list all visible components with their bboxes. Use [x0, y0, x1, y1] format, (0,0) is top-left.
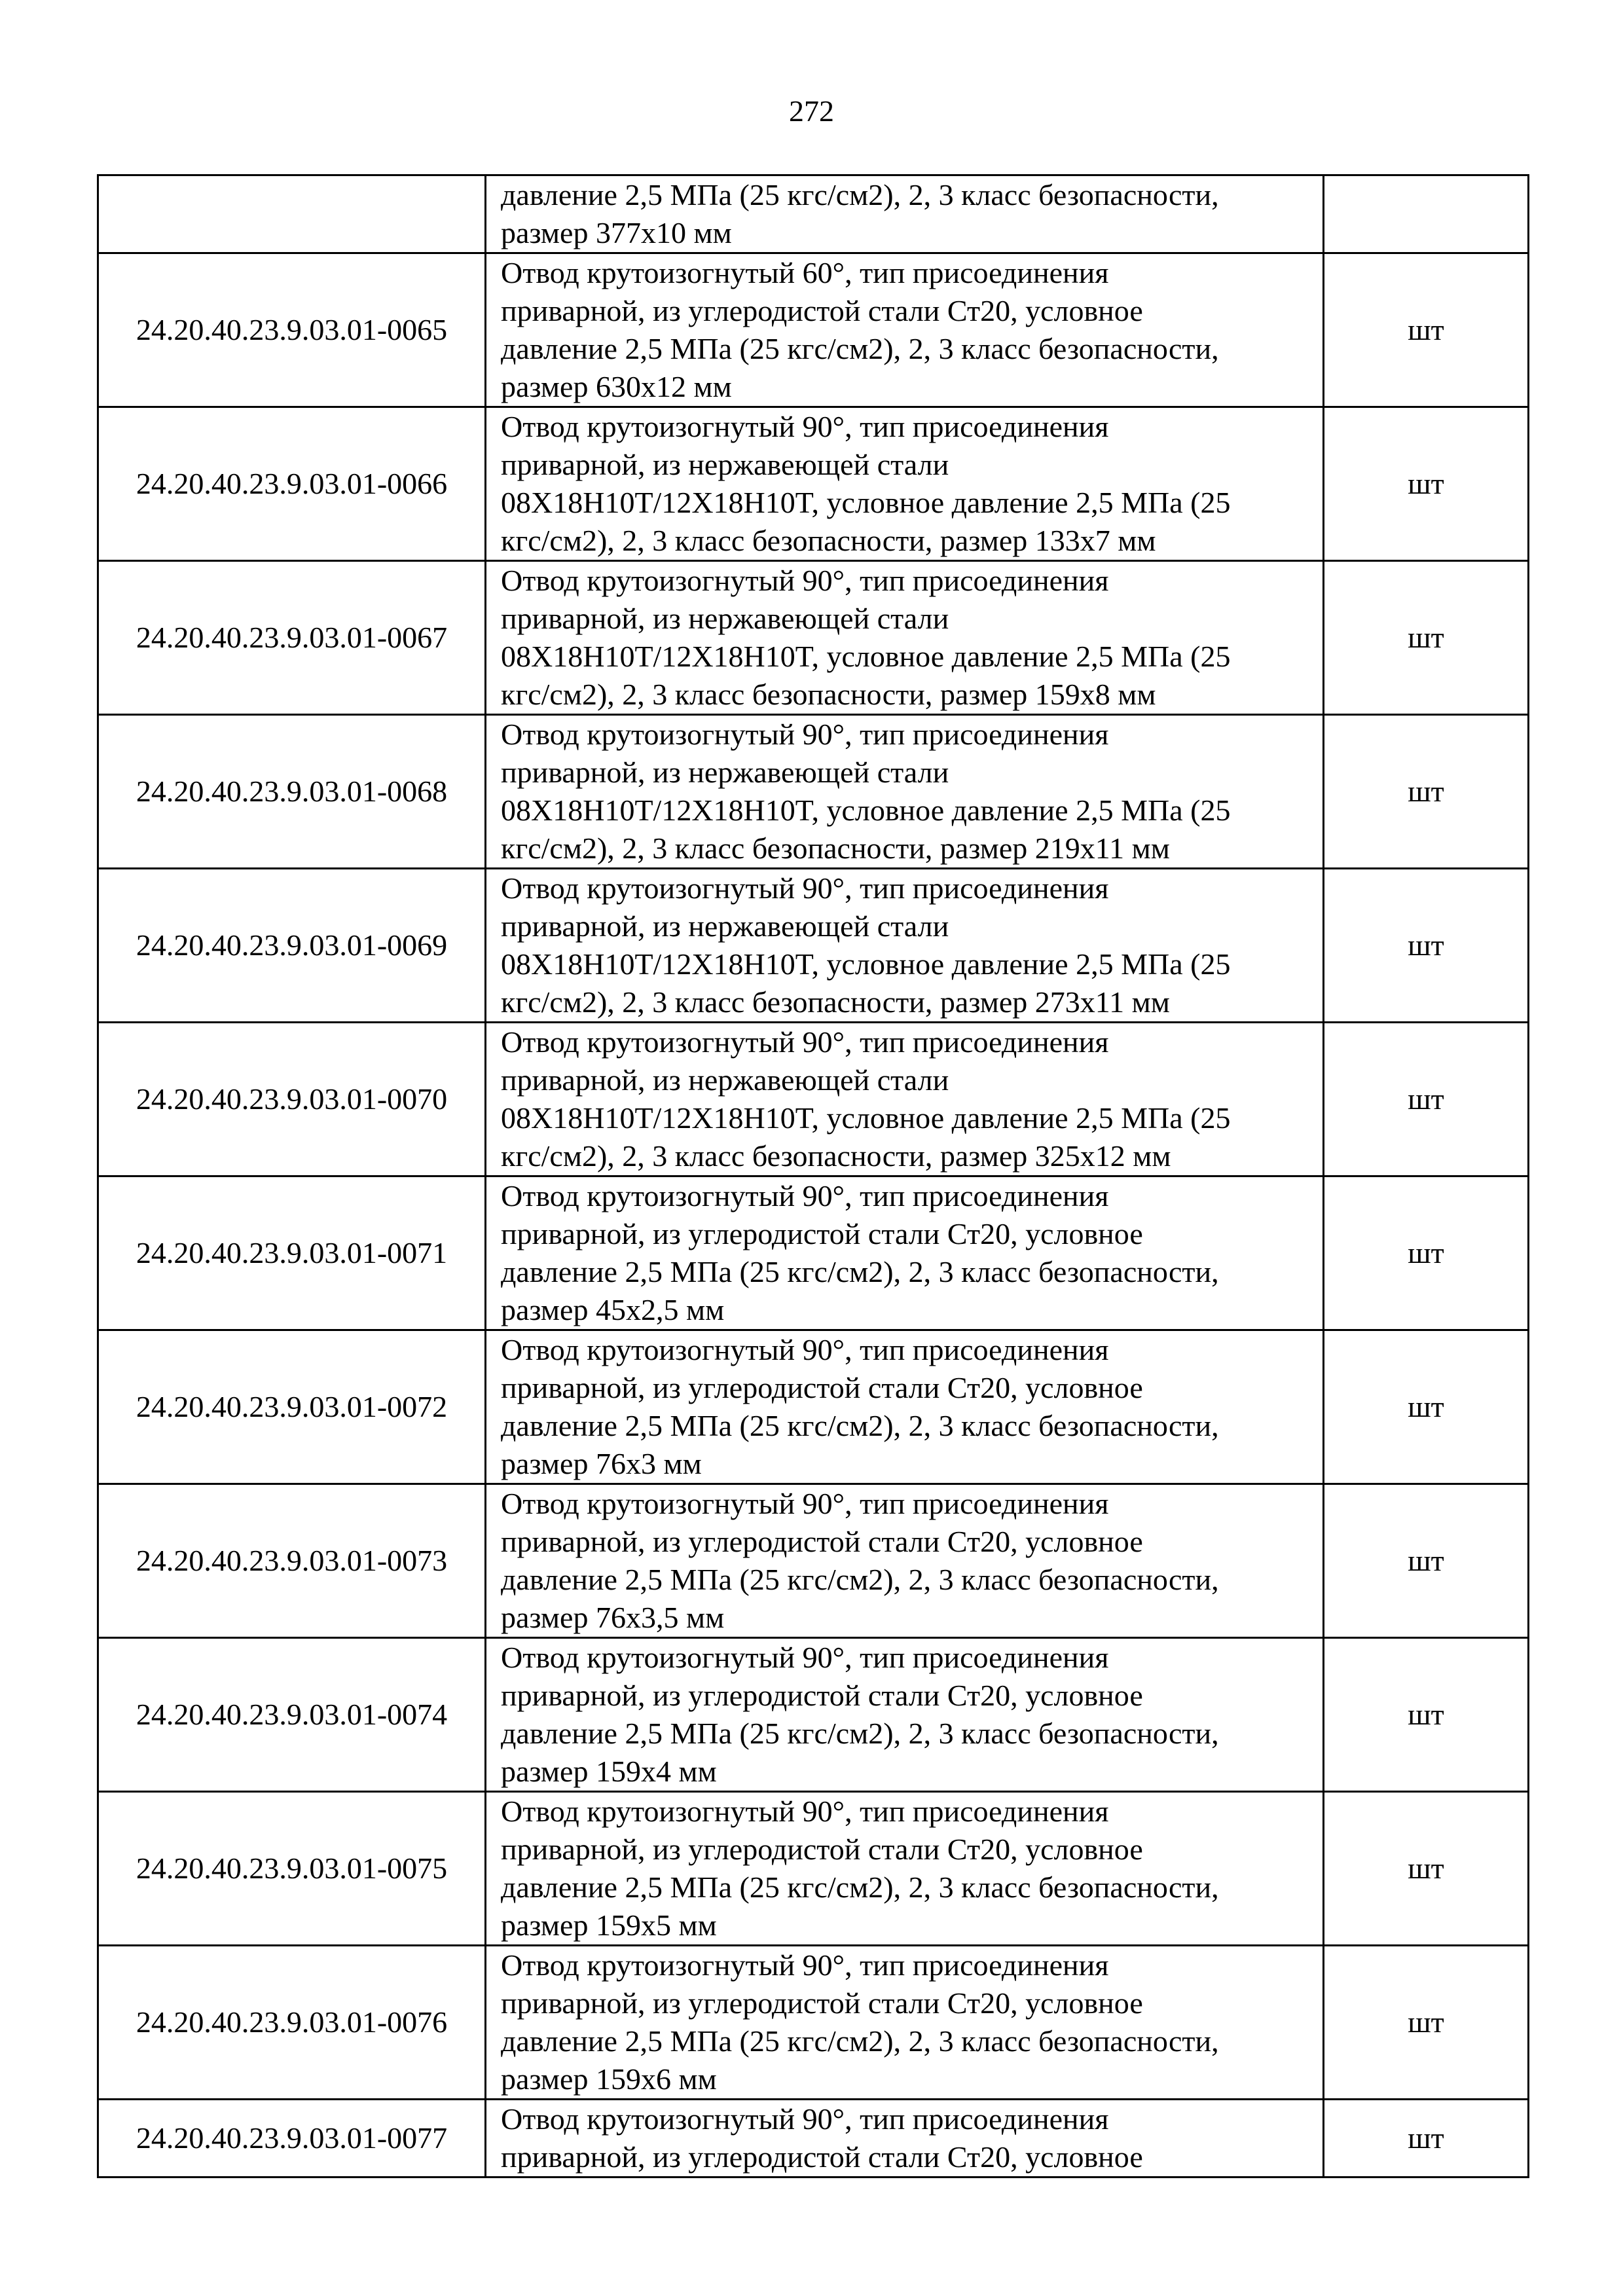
item-unit-cell: шт — [1324, 1484, 1529, 1638]
item-code-cell: 24.20.40.23.9.03.01-0067 — [98, 561, 486, 715]
description-line: размер 159x6 мм — [501, 2062, 717, 2096]
item-code-cell: 24.20.40.23.9.03.01-0074 — [98, 1638, 486, 1792]
description-line: размер 45x2,5 мм — [501, 1293, 725, 1326]
item-code-cell: 24.20.40.23.9.03.01-0071 — [98, 1176, 486, 1330]
item-unit-cell: шт — [1324, 1176, 1529, 1330]
description-line: Отвод крутоизогнутый 90°, тип присоединения — [501, 1333, 1109, 1366]
description-line: кгс/см2), 2, 3 класс безопасности, размер 273x11 мм — [501, 985, 1170, 1019]
item-description-cell — [486, 1330, 1324, 1484]
description-line: давление 2,5 МПа (25 кгс/см2), 2, 3 класс безопасности, — [501, 2024, 1219, 2058]
item-code-cell: 24.20.40.23.9.03.01-0065 — [98, 253, 486, 407]
description-line: приварной, из углеродистой стали Ст20, условное — [501, 1679, 1143, 1712]
description-line: кгс/см2), 2, 3 класс безопасности, размер 159x8 мм — [501, 678, 1156, 711]
description-line: Отвод крутоизогнутый 90°, тип присоединения — [501, 1948, 1109, 1982]
description-line: Отвод крутоизогнутый 90°, тип присоединения — [501, 1487, 1109, 1520]
item-unit-cell: шт — [1324, 253, 1529, 407]
table-row — [98, 1330, 1529, 1484]
description-line: приварной, из углеродистой стали Ст20, условное — [501, 1217, 1143, 1250]
item-description-cell — [486, 1792, 1324, 1946]
table-row — [98, 561, 1529, 715]
item-code-cell: 24.20.40.23.9.03.01-0069 — [98, 869, 486, 1023]
item-unit-cell: шт — [1324, 407, 1529, 561]
item-unit-cell: шт — [1324, 1330, 1529, 1484]
item-unit-cell: шт — [1324, 1946, 1529, 2100]
table-row — [98, 407, 1529, 561]
item-description-cell — [486, 715, 1324, 869]
description-line: давление 2,5 МПа (25 кгс/см2), 2, 3 класс безопасности, — [501, 1409, 1219, 1442]
description-line: приварной, из нержавеющей стали — [501, 602, 949, 635]
item-code-cell: 24.20.40.23.9.03.01-0068 — [98, 715, 486, 869]
item-code-cell — [98, 175, 486, 253]
description-line: приварной, из нержавеющей стали — [501, 909, 949, 943]
item-code-cell: 24.20.40.23.9.03.01-0073 — [98, 1484, 486, 1638]
item-unit-cell: шт — [1324, 561, 1529, 715]
page-number: 272 — [789, 94, 834, 128]
description-line: Отвод крутоизогнутый 90°, тип присоединения — [501, 1641, 1109, 1674]
item-code-cell: 24.20.40.23.9.03.01-0077 — [98, 2100, 486, 2178]
description-line: приварной, из нержавеющей стали — [501, 756, 949, 789]
description-line: Отвод крутоизогнутый 90°, тип присоединения — [501, 2102, 1109, 2136]
item-unit-cell: шт — [1324, 1023, 1529, 1176]
item-unit-cell: шт — [1324, 1792, 1529, 1946]
materials-table — [97, 174, 1529, 2178]
table-row — [98, 1176, 1529, 1330]
table-row — [98, 1023, 1529, 1176]
description-line: приварной, из углеродистой стали Ст20, условное — [501, 2140, 1143, 2174]
item-description-cell — [486, 175, 1324, 253]
item-code-cell: 24.20.40.23.9.03.01-0075 — [98, 1792, 486, 1946]
description-line: 08X18H10T/12X18H10T, условное давление 2,5 МПа (25 — [501, 1101, 1231, 1135]
table-row — [98, 1484, 1529, 1638]
table-row — [98, 175, 1529, 253]
table-row — [98, 1792, 1529, 1946]
item-description-cell — [486, 1023, 1324, 1176]
item-description-cell — [486, 561, 1324, 715]
description-line: приварной, из углеродистой стали Ст20, условное — [501, 294, 1143, 327]
description-line: размер 630x12 мм — [501, 370, 732, 403]
description-line: давление 2,5 МПа (25 кгс/см2), 2, 3 класс безопасности, — [501, 1870, 1219, 1904]
description-line: размер 377x10 мм — [501, 216, 732, 249]
description-line: 08X18H10T/12X18H10T, условное давление 2,5 МПа (25 — [501, 486, 1231, 519]
item-description-cell — [486, 253, 1324, 407]
item-unit-cell — [1324, 175, 1529, 253]
description-line: 08X18H10T/12X18H10T, условное давление 2,5 МПа (25 — [501, 793, 1231, 827]
description-line: Отвод крутоизогнутый 90°, тип присоединения — [501, 718, 1109, 751]
description-line: Отвод крутоизогнутый 90°, тип присоединения — [501, 564, 1109, 597]
item-unit-cell: шт — [1324, 1638, 1529, 1792]
item-description-cell — [486, 1484, 1324, 1638]
item-description-cell — [486, 2100, 1324, 2178]
item-unit-cell: шт — [1324, 715, 1529, 869]
description-line: размер 76x3 мм — [501, 1447, 702, 1480]
description-line: приварной, из углеродистой стали Ст20, условное — [501, 1525, 1143, 1558]
description-line: Отвод крутоизогнутый 60°, тип присоединения — [501, 256, 1109, 289]
item-unit-cell: шт — [1324, 2100, 1529, 2178]
description-line: Отвод крутоизогнутый 90°, тип присоединения — [501, 1025, 1109, 1059]
description-line: 08X18H10T/12X18H10T, условное давление 2,5 МПа (25 — [501, 640, 1231, 673]
description-line: кгс/см2), 2, 3 класс безопасности, размер 219x11 мм — [501, 831, 1170, 865]
item-code-cell: 24.20.40.23.9.03.01-0076 — [98, 1946, 486, 2100]
description-line: приварной, из углеродистой стали Ст20, условное — [501, 1371, 1143, 1404]
description-line: кгс/см2), 2, 3 класс безопасности, размер 325x12 мм — [501, 1139, 1171, 1173]
description-line: приварной, из нержавеющей стали — [501, 448, 949, 481]
table-row — [98, 253, 1529, 407]
description-line: размер 159x5 мм — [501, 1908, 717, 1942]
description-line: Отвод крутоизогнутый 90°, тип присоединения — [501, 871, 1109, 905]
description-line: приварной, из нержавеющей стали — [501, 1063, 949, 1097]
item-code-cell: 24.20.40.23.9.03.01-0066 — [98, 407, 486, 561]
item-code-cell: 24.20.40.23.9.03.01-0070 — [98, 1023, 486, 1176]
description-line: давление 2,5 МПа (25 кгс/см2), 2, 3 класс безопасности, — [501, 1255, 1219, 1288]
table-row — [98, 2100, 1529, 2178]
description-line: размер 159x4 мм — [501, 1755, 717, 1788]
item-code-cell: 24.20.40.23.9.03.01-0072 — [98, 1330, 486, 1484]
description-line: Отвод крутоизогнутый 90°, тип присоединения — [501, 410, 1109, 443]
item-description-cell — [486, 1638, 1324, 1792]
item-description-cell — [486, 1946, 1324, 2100]
description-line: приварной, из углеродистой стали Ст20, условное — [501, 1832, 1143, 1866]
description-line: 08X18H10T/12X18H10T, условное давление 2,5 МПа (25 — [501, 947, 1231, 981]
description-line: давление 2,5 МПа (25 кгс/см2), 2, 3 класс безопасности, — [501, 1717, 1219, 1750]
description-line: размер 76x3,5 мм — [501, 1601, 725, 1634]
description-line: приварной, из углеродистой стали Ст20, условное — [501, 1986, 1143, 2020]
description-line: давление 2,5 МПа (25 кгс/см2), 2, 3 класс безопасности, — [501, 1563, 1219, 1596]
description-line: Отвод крутоизогнутый 90°, тип присоединения — [501, 1179, 1109, 1212]
item-description-cell — [486, 869, 1324, 1023]
table-row — [98, 869, 1529, 1023]
description-line: давление 2,5 МПа (25 кгс/см2), 2, 3 класс безопасности, — [501, 332, 1219, 365]
description-line: Отвод крутоизогнутый 90°, тип присоединения — [501, 1795, 1109, 1828]
item-description-cell — [486, 1176, 1324, 1330]
table-row — [98, 1946, 1529, 2100]
item-description-cell — [486, 407, 1324, 561]
item-unit-cell: шт — [1324, 869, 1529, 1023]
table-row — [98, 715, 1529, 869]
description-line: кгс/см2), 2, 3 класс безопасности, размер 133x7 мм — [501, 524, 1156, 557]
table-row — [98, 1638, 1529, 1792]
description-line: давление 2,5 МПа (25 кгс/см2), 2, 3 класс безопасности, — [501, 178, 1219, 211]
table-body — [98, 175, 1529, 2178]
